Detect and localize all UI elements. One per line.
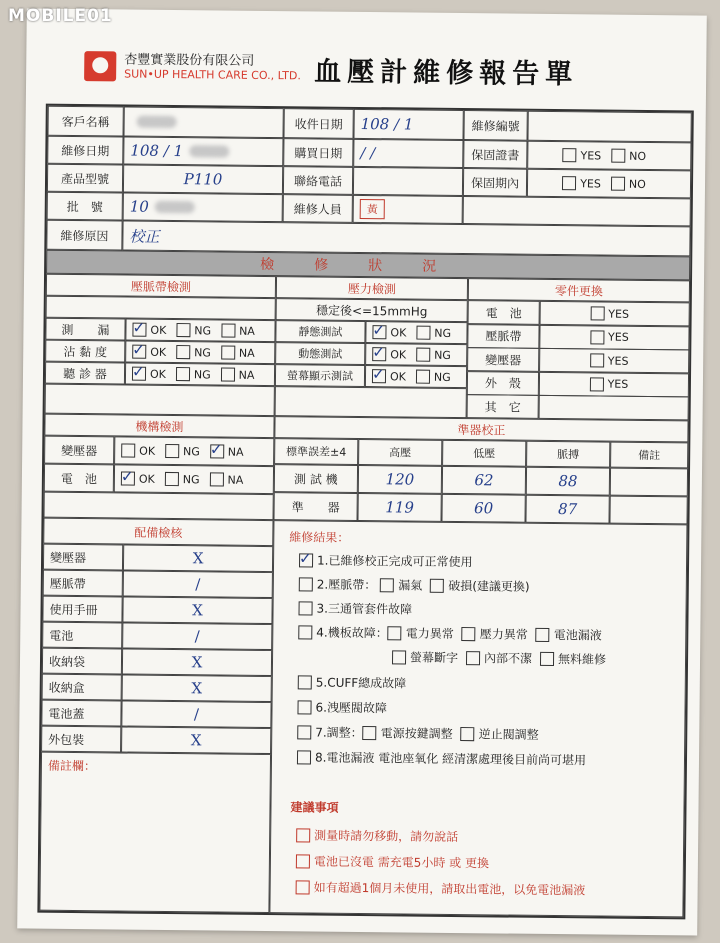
- no-parts-checkbox[interactable]: [540, 651, 554, 665]
- suggest-3: 如有超過1個月未使用，請取出電池，以免電池漏液: [296, 878, 586, 898]
- ng-checkbox[interactable]: [165, 444, 179, 458]
- machine-row-options: [114, 464, 274, 494]
- ok-label: OK: [389, 369, 406, 383]
- result-1-checkbox[interactable]: [299, 553, 313, 567]
- staff-stamp: 黃: [360, 199, 385, 219]
- dirty-inside-checkbox[interactable]: [466, 651, 480, 665]
- repair-report-paper: [17, 8, 707, 935]
- machine-title: 機構檢測: [44, 414, 274, 438]
- ng-label: NG: [433, 370, 451, 384]
- pressure-row-label: 動態測試: [275, 342, 365, 365]
- power-abnormal-checkbox[interactable]: [388, 626, 402, 640]
- na-checkbox[interactable]: [221, 346, 235, 360]
- ng-checkbox[interactable]: [176, 345, 190, 359]
- calib-header: 標準誤差±4: [274, 438, 358, 465]
- accessory-mark: X: [122, 597, 272, 625]
- warranty-cert-label: 保固證書: [463, 140, 527, 169]
- reason-value: 校正: [122, 220, 690, 256]
- customer-value: [124, 106, 284, 138]
- cuff-spacer: [46, 296, 276, 320]
- status-band: 檢修狀況: [46, 250, 690, 281]
- result-title: 維修結果：: [289, 530, 350, 545]
- repair-date-label: 維修日期: [47, 136, 123, 165]
- pressure-row-label: 螢幕顯示測試: [275, 364, 365, 387]
- calib-note: [609, 496, 687, 525]
- suggest-title: 建議事項: [290, 800, 339, 815]
- warranty-period-label: 保固期內: [463, 168, 527, 197]
- yes-checkbox[interactable]: [590, 306, 604, 320]
- result-8: 8.電池漏液 電池座氧化 經清潔處理後目前尚可堪用: [297, 748, 586, 768]
- parts-row-label: 外 殼: [467, 371, 539, 396]
- na-checkbox[interactable]: [210, 444, 224, 458]
- parts-row-option: [540, 301, 690, 327]
- damage-checkbox[interactable]: [430, 578, 444, 592]
- ng-label: NG: [193, 367, 211, 381]
- parts-row-label: 變壓器: [467, 347, 539, 372]
- na-checkbox[interactable]: [221, 368, 235, 382]
- ok-label: OK: [149, 367, 166, 381]
- calib-header: 脈搏: [526, 441, 610, 468]
- repair-date-value: 108 / 1: [123, 136, 283, 166]
- result-5: 5.CUFF總成故障: [298, 673, 407, 691]
- parts-row-option: [539, 324, 689, 350]
- machine-blank: [44, 492, 274, 520]
- parts-row-option: [539, 395, 689, 421]
- accessories-title: 配備檢核: [43, 518, 273, 546]
- company-name-en: SUN•UP HEALTH CARE CO., LTD.: [124, 67, 301, 83]
- yes-checkbox[interactable]: [562, 176, 576, 190]
- customer-label: 客戶名稱: [48, 106, 124, 137]
- pressure-row-options: [365, 343, 467, 366]
- ng-checkbox[interactable]: [416, 370, 430, 384]
- suggest-1-checkbox[interactable]: [296, 828, 310, 842]
- calib-header: 備註: [610, 442, 688, 469]
- company-logo: [84, 51, 301, 83]
- accessory-label: 收納盒: [42, 674, 122, 701]
- ng-label: NG: [194, 323, 212, 337]
- phone-value: [353, 167, 463, 196]
- result-4: 4.機板故障： 電力異常 壓力異常 電池漏液: [298, 623, 602, 643]
- pressure-row-options: [365, 321, 467, 344]
- accessory-label: 壓脈帶: [43, 570, 123, 597]
- cuff-row-options: [125, 319, 275, 343]
- no-label: NO: [629, 149, 647, 163]
- report-form: [37, 104, 693, 920]
- na-label: NA: [227, 473, 244, 487]
- ok-label: OK: [150, 323, 167, 337]
- calib-low: 62: [442, 466, 526, 495]
- ng-checkbox[interactable]: [176, 323, 190, 337]
- calib-row-label: 準 器: [273, 492, 357, 521]
- logo-icon: [84, 51, 116, 81]
- ok-checkbox[interactable]: [121, 443, 135, 457]
- ok-checkbox[interactable]: [132, 323, 146, 337]
- pressure-blank: [275, 386, 467, 418]
- ng-label: NG: [434, 348, 451, 362]
- accessory-label: 變壓器: [43, 544, 123, 571]
- blank-cell: [463, 196, 691, 226]
- no-checkbox[interactable]: [611, 177, 625, 191]
- ok-checkbox[interactable]: [121, 471, 135, 485]
- result-4-more: 螢幕斷字 內部不潔 無料維修: [392, 648, 606, 667]
- na-label: NA: [238, 368, 255, 382]
- ng-label: NG: [183, 444, 200, 458]
- parts-row-label: 電 池: [468, 300, 540, 325]
- cuff-row-options: [125, 341, 275, 365]
- result-5-checkbox[interactable]: [298, 675, 312, 689]
- ng-checkbox[interactable]: [416, 348, 430, 362]
- batch-value: 10: [123, 192, 283, 222]
- accessory-label: 電池蓋: [41, 700, 121, 727]
- calib-high: 120: [358, 465, 442, 494]
- machine-row-label: 電 池: [44, 464, 114, 493]
- result-7-checkbox[interactable]: [297, 725, 311, 739]
- batch-label: 批 號: [47, 192, 123, 221]
- check-valve-checkbox[interactable]: [461, 727, 475, 741]
- screen-broken-checkbox[interactable]: [392, 650, 406, 664]
- accessory-mark: X: [122, 648, 272, 676]
- calib-high: 119: [357, 493, 441, 522]
- buy-date-label: 購買日期: [283, 138, 353, 167]
- cuff-row-label: 測 漏: [45, 318, 125, 341]
- ok-label: OK: [390, 325, 407, 339]
- yes-label: YES: [608, 307, 630, 321]
- cuff-row-label: 聽 診 器: [45, 362, 125, 385]
- result-6: 6.洩壓閥故障: [297, 698, 387, 716]
- accessory-mark: X: [121, 726, 271, 754]
- ok-label: OK: [390, 347, 407, 361]
- machine-row-label: 變壓器: [44, 436, 114, 465]
- parts-row-label: 壓脈帶: [467, 324, 539, 349]
- accessory-mark: X: [123, 545, 273, 573]
- yes-label: YES: [580, 176, 601, 190]
- pressure-sub: 穩定後<=15mmHg: [276, 298, 468, 322]
- staff-label: 維修人員: [283, 194, 353, 223]
- cuff-blank: [45, 384, 275, 416]
- product-value: P110: [123, 164, 283, 194]
- reason-label: 維修原因: [46, 220, 122, 251]
- parts-row-label: 其 它: [467, 394, 539, 419]
- na-label: NA: [239, 324, 255, 338]
- cuff-row-label: 沾 黏 度: [45, 340, 125, 363]
- pressure-abnormal-checkbox[interactable]: [462, 627, 476, 641]
- leak-checkbox[interactable]: [380, 578, 394, 592]
- ok-checkbox[interactable]: [132, 345, 146, 359]
- ok-label: OK: [139, 444, 156, 458]
- yes-label: YES: [608, 330, 629, 344]
- repair-no-label: 維修編號: [463, 110, 527, 141]
- accessory-mark: /: [122, 622, 272, 650]
- calib-pulse: 88: [526, 467, 610, 496]
- no-checkbox[interactable]: [611, 149, 625, 163]
- battery-leak-checkbox[interactable]: [536, 627, 550, 641]
- accessory-mark: X: [122, 674, 272, 702]
- result-8-checkbox[interactable]: [297, 750, 311, 764]
- suggest-2: 電池已沒電 需充電5小時 或 更換: [296, 852, 489, 871]
- machine-row-options: [114, 436, 274, 466]
- cuff-row-options: [125, 363, 275, 387]
- result-4-checkbox[interactable]: [298, 625, 312, 639]
- calib-note: [610, 468, 688, 497]
- na-label: NA: [227, 445, 244, 459]
- accessory-label: 外包裝: [41, 726, 121, 753]
- receive-date-label: 收件日期: [283, 108, 353, 139]
- result-6-checkbox[interactable]: [297, 700, 311, 714]
- calib-pulse: 87: [525, 495, 609, 524]
- accessory-label: 電池: [42, 622, 122, 649]
- ok-checkbox[interactable]: [372, 369, 386, 383]
- yes-label: YES: [607, 354, 629, 368]
- suggest-2-checkbox[interactable]: [296, 854, 310, 868]
- yes-label: YES: [580, 148, 602, 162]
- yes-checkbox[interactable]: [590, 377, 604, 391]
- remarks-field[interactable]: 備註欄：: [39, 752, 271, 913]
- document-title: 血壓計維修報告單: [314, 56, 579, 91]
- ng-label: NG: [434, 326, 452, 340]
- receive-date-value: 108 / 1: [353, 109, 463, 140]
- yes-checkbox[interactable]: [562, 148, 576, 162]
- buy-date-value: / /: [353, 139, 463, 168]
- staff-value: [353, 195, 463, 224]
- product-label: 產品型號: [47, 164, 123, 193]
- calib-header: 高壓: [358, 439, 442, 466]
- parts-title: 零件更換: [468, 278, 690, 302]
- ng-label: NG: [194, 345, 211, 359]
- ng-label: NG: [182, 472, 200, 486]
- na-checkbox[interactable]: [209, 472, 223, 486]
- ng-checkbox[interactable]: [176, 367, 190, 381]
- ng-checkbox[interactable]: [416, 326, 430, 340]
- yes-label: YES: [607, 377, 629, 392]
- result-2: 2.壓脈帶： 漏氣 破損(建議更換): [299, 575, 530, 594]
- yes-checkbox[interactable]: [590, 354, 604, 368]
- calib-low: 60: [441, 494, 525, 523]
- calib-row-label: 測 試 機: [274, 464, 358, 493]
- result-2-checkbox[interactable]: [299, 577, 313, 591]
- na-checkbox[interactable]: [221, 324, 235, 338]
- ok-checkbox[interactable]: [372, 347, 386, 361]
- accessory-label: 收納袋: [42, 648, 122, 675]
- no-label: NO: [628, 177, 646, 191]
- phone-label: 聯絡電話: [283, 166, 353, 195]
- result-3: 3.三通管套件故障: [298, 599, 412, 617]
- ng-checkbox[interactable]: [165, 472, 179, 486]
- cuff-title: 壓脈帶檢測: [46, 274, 276, 298]
- watermark: MOBILE01: [8, 6, 113, 26]
- warranty-period-options: [527, 169, 691, 199]
- calib-title: 準器校正: [274, 416, 688, 442]
- company-name-cn: 杏豐實業股份有限公司: [124, 52, 255, 69]
- power-key-checkbox[interactable]: [363, 726, 377, 740]
- result-1: ✓ 1.已維修校正完成可正常使用: [299, 551, 473, 570]
- suggest-1: 測量時請勿移動，請勿說話: [296, 826, 458, 845]
- pressure-row-label: 靜態測試: [275, 320, 365, 343]
- ok-checkbox[interactable]: [132, 367, 146, 381]
- accessory-mark: /: [123, 571, 273, 599]
- calib-header: 低壓: [442, 440, 526, 467]
- parts-row-option: [539, 372, 689, 398]
- ok-label: OK: [138, 472, 155, 486]
- accessory-label: 使用手冊: [42, 596, 122, 623]
- parts-row-option: [539, 348, 689, 374]
- accessory-mark: /: [121, 700, 271, 728]
- warranty-cert-options: [527, 141, 691, 171]
- pressure-title: 壓力檢測: [276, 276, 468, 300]
- pressure-row-options: [365, 365, 467, 388]
- result-7: 7.調整： 電源按鍵調整 逆止閥調整: [297, 723, 539, 743]
- result-3-checkbox[interactable]: [299, 601, 313, 615]
- suggest-3-checkbox[interactable]: [296, 880, 310, 894]
- repair-no-value: [527, 111, 691, 143]
- na-label: NA: [238, 346, 255, 360]
- ok-checkbox[interactable]: [372, 325, 386, 339]
- ok-label: OK: [150, 345, 167, 359]
- yes-checkbox[interactable]: [590, 330, 604, 344]
